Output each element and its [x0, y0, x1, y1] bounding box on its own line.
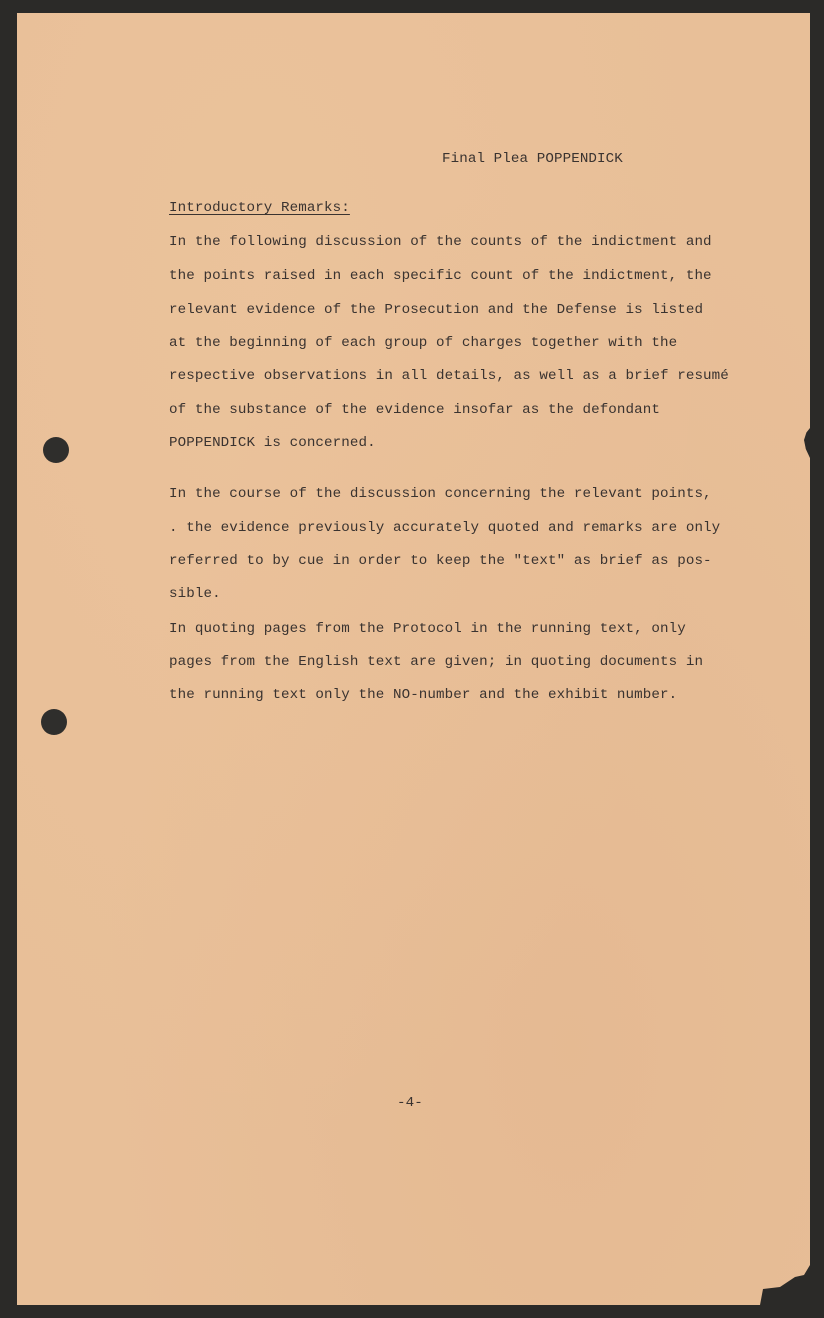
document-header: Final Plea POPPENDICK: [442, 151, 623, 167]
paragraph-2-line-1: In the course of the discussion concerning the relevant points,: [169, 486, 712, 502]
punch-hole-top: [43, 437, 69, 463]
section-heading: Introductory Remarks:: [169, 200, 350, 216]
punch-hole-bottom: [41, 709, 67, 735]
paragraph-1-line-7: POPPENDICK is concerned.: [169, 435, 376, 451]
paragraph-1-line-6: of the substance of the evidence insofar as the defondant: [169, 402, 660, 418]
paper-edge-nick: [804, 428, 810, 458]
paragraph-3-line-1: In quoting pages from the Protocol in the running text, only: [169, 621, 686, 637]
paragraph-2-line-3: referred to by cue in order to keep the "text" as brief as pos-: [169, 553, 712, 569]
paragraph-2-line-4: sible.: [169, 586, 221, 602]
paragraph-1-line-4: at the beginning of each group of charges together with the: [169, 335, 678, 351]
paragraph-1-line-1: In the following discussion of the counts of the indictment and: [169, 234, 712, 250]
paragraph-1-line-2: the points raised in each specific count of the indictment, the: [169, 268, 712, 284]
paper-corner-tear: [760, 1265, 810, 1305]
paragraph-1-line-5: respective observations in all details, as well as a brief resumé: [169, 368, 729, 384]
page-number: -4-: [397, 1095, 423, 1111]
paragraph-1-line-3: relevant evidence of the Prosecution and the Defense is listed: [169, 302, 704, 318]
paragraph-3-line-2: pages from the English text are given; in quoting documents in: [169, 654, 704, 670]
paragraph-3-line-3: the running text only the NO-number and the exhibit number.: [169, 687, 678, 703]
paragraph-2-line-2: . the evidence previously accurately quoted and remarks are only: [169, 520, 721, 536]
document-page: [17, 13, 810, 1305]
